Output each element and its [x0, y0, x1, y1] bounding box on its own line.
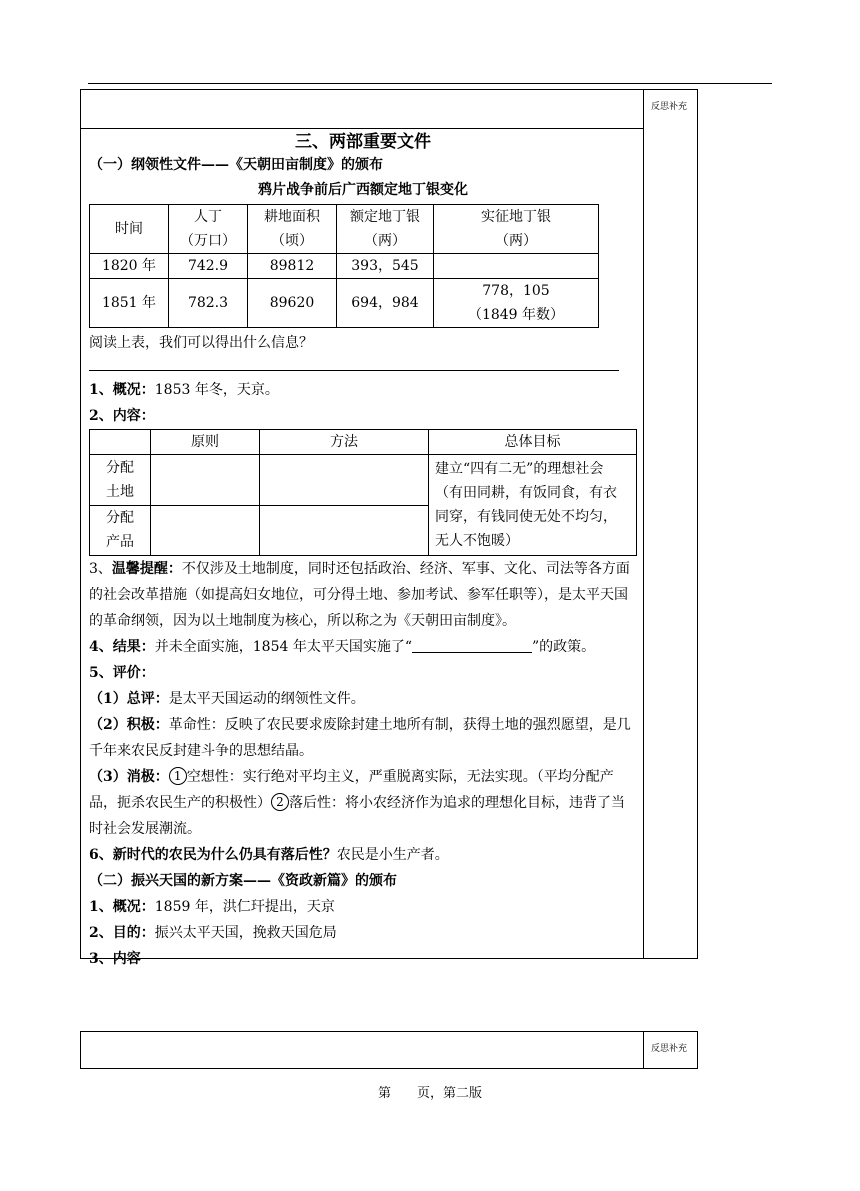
cell-actual: 778，105 （1849 年数） — [434, 279, 599, 328]
overview-line: 1、概况：1853 年冬，天京。 — [89, 382, 279, 398]
cell-empty — [151, 505, 260, 556]
cell-quota: 393，545 — [337, 254, 434, 279]
main-frame — [80, 89, 698, 967]
page-footer: 第 页，第二版 — [377, 1086, 482, 1101]
section-title: 三、两部重要文件 — [295, 132, 431, 152]
th-blank — [90, 430, 151, 455]
fill-blank[interactable] — [412, 636, 532, 653]
row-label-land: 分配 土地 — [90, 455, 151, 506]
cell-pop: 782.3 — [169, 279, 248, 328]
side-column — [643, 1032, 644, 1068]
cell-land: 89620 — [248, 279, 337, 328]
eval-negative: （3）消极： 1 空想性：实行绝对平均主义，严重脱离实际，无法实现。（平均分配产品，扼杀农民生产的积极性） 2 落后性：将小农经济作为追求的理想化目标，违背了当时社会发展潮流。 — [89, 769, 625, 837]
th-actual: 实征地丁银 （两） — [434, 205, 599, 254]
content-heading: 2、内容： — [89, 408, 155, 424]
cell-actual — [434, 254, 599, 279]
th-quota: 额定地丁银 （两） — [337, 205, 434, 254]
side-label: 反思补充 — [651, 102, 688, 112]
side-column — [643, 90, 644, 958]
cell-time: 1820 年 — [90, 254, 169, 279]
table-land-tax — [89, 204, 599, 328]
eval-general: （1）总评：是太平天国运动的纲领性文件。 — [89, 691, 365, 707]
top-rule — [88, 83, 772, 84]
goal-cell: 建立“四有二无”的理想社会（有田同耕，有饭同食，有衣同穿，有钱同使无处不均匀，无人不饱暖） — [429, 455, 637, 556]
cell-quota: 694，984 — [337, 279, 434, 328]
table-header-row — [90, 430, 637, 455]
content-area — [89, 128, 637, 972]
subsection-title-2: （二）振兴天国的新方案——《资政新篇》的颁布 — [89, 873, 397, 889]
next-page-frame — [80, 1031, 698, 1069]
table-row — [90, 254, 599, 279]
question-text: 阅读上表，我们可以得出什么信息？ — [89, 335, 313, 351]
subsection-title-1: （一）纲领性文件——《天朝田亩制度》的颁布 — [89, 157, 383, 173]
cell-empty — [151, 455, 260, 506]
cell-empty — [260, 505, 429, 556]
circled-number-2: 2 — [271, 793, 289, 811]
question-backwardness: 6、新时代的农民为什么仍具有落后性？农民是小生产者。 — [89, 847, 449, 863]
th-goal: 总体目标 — [429, 430, 637, 455]
table-row — [90, 455, 637, 506]
content-heading-2: 3、内容 — [89, 951, 141, 967]
purpose-line: 2、目的：振兴太平天国，挽救天国危局 — [89, 925, 337, 941]
result-paragraph: 4、结果：并未全面实施，1854 年太平天国实施了“ ”的政策。 — [89, 634, 637, 660]
th-land: 耕地面积 （顷） — [248, 205, 337, 254]
answer-line — [89, 356, 619, 371]
th-time: 时间 — [90, 205, 169, 254]
cell-time: 1851 年 — [90, 279, 169, 328]
th-pop: 人丁 （万口） — [169, 205, 248, 254]
th-method: 方法 — [260, 430, 429, 455]
header-row — [81, 90, 643, 129]
reminder-paragraph: 3、温馨提醒：不仅涉及土地制度，同时还包括政治、经济、军事、文化、司法等各方面的社会改革措施（如提高妇女地位，可分得土地、参加考试、参军任职等），是太平天国的革命纲领，因为以土地制度为核心，所以称之为《天朝田亩制度》。 — [89, 561, 630, 629]
table-header-row — [90, 205, 599, 254]
overview-line-2: 1、概况：1859 年，洪仁玕提出，天京 — [89, 899, 335, 915]
th-principle: 原则 — [151, 430, 260, 455]
row-label-product: 分配 产品 — [90, 505, 151, 556]
eval-positive: （2）积极：革命性：反映了农民要求废除封建土地所有制，获得土地的强烈愿望，是几千年来农民反封建斗争的思想结晶。 — [89, 717, 631, 759]
cell-land: 89812 — [248, 254, 337, 279]
side-label: 反思补充 — [651, 1044, 688, 1054]
table1-caption: 鸦片战争前后广西额定地丁银变化 — [258, 182, 468, 198]
table-content — [89, 429, 637, 556]
cell-pop: 742.9 — [169, 254, 248, 279]
cell-empty — [260, 455, 429, 506]
evaluation-heading: 5、评价： — [89, 665, 155, 681]
circled-number-1: 1 — [169, 767, 187, 785]
table-row — [90, 279, 599, 328]
